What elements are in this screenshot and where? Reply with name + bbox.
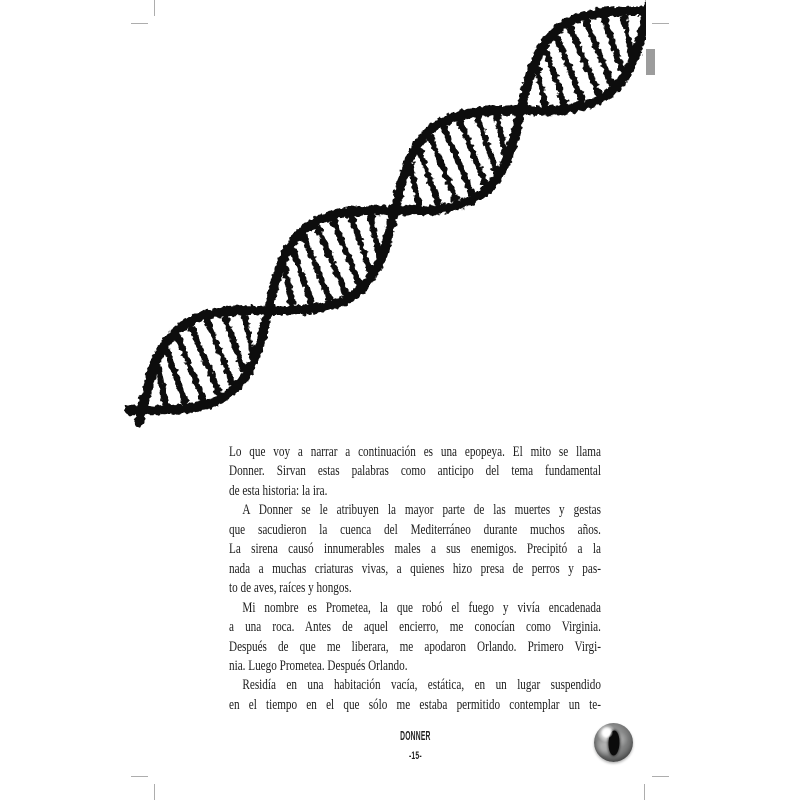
text-line: A Donner se le atribuyen la mayor parte de las muertes y gestas — [242, 502, 601, 519]
dna-rung-knob — [451, 194, 459, 202]
dna-rung-knob — [501, 148, 509, 156]
dna-rung-knob — [181, 397, 189, 405]
text-line: que sacudieron la cuenca del Mediterráneo durante muchos años. — [229, 521, 601, 538]
paragraph — [229, 501, 601, 598]
body-text — [229, 443, 601, 715]
dna-rung — [537, 69, 545, 103]
dna-rung-knob — [414, 198, 422, 206]
dna-rung-knob — [175, 335, 183, 343]
footer-book-title: DONNER — [399, 728, 431, 743]
text-line: en el tiempo en el que sólo me estaba permitido contemplar un te- — [229, 696, 601, 713]
dna-rung — [497, 119, 505, 153]
crop-mark-bottom-right-v — [644, 784, 645, 800]
footer-page-number: -15- — [408, 749, 422, 762]
text-line: Residía en una habitación vacía, estática, en un lugar suspendido — [242, 677, 601, 694]
dna-rung-knob — [198, 393, 206, 401]
dna-rung-knob — [433, 197, 441, 205]
dna-rung — [371, 218, 379, 252]
dna-rung — [624, 19, 632, 53]
dna-rung-knob — [480, 178, 488, 186]
text-line: Mi nombre es Prometea, la que robó el fuego y vivía encadenada — [242, 599, 601, 616]
dna-rung-knob — [493, 115, 501, 123]
text-line: a una roca. Antes de aquel encierro, me conocían como Virginia. — [229, 619, 601, 636]
dna-rung-knob — [354, 277, 362, 285]
dna-rung-knob — [288, 298, 296, 306]
dna-rung-knob — [248, 348, 256, 356]
dna-rung-knob — [228, 377, 236, 385]
dna-rung-knob — [533, 65, 541, 73]
dna-rung-knob — [280, 264, 288, 272]
dna-strand — [139, 0, 652, 422]
crop-mark-bottom-left-h — [131, 776, 148, 777]
dna-rung — [605, 20, 622, 69]
crop-mark-bottom-right-h — [652, 776, 669, 777]
text-line: de esta historia: la ira. — [229, 482, 328, 499]
text-line: Lo que voy a narrar a continuación es una epopeya. El mito se llama — [229, 444, 601, 460]
dna-rung-knob — [204, 319, 212, 327]
dna-rung-knob — [367, 214, 375, 222]
dna-rung-knob — [290, 248, 298, 256]
dna-rung — [547, 53, 564, 102]
text-line: to de aves, raíces y hongos. — [229, 580, 352, 597]
paragraph — [229, 599, 601, 677]
dna-rung-knob — [241, 314, 249, 322]
dna-rung-knob — [301, 235, 309, 243]
dna-rung-knob — [307, 297, 315, 305]
dna-rung-knob — [162, 398, 170, 406]
page-footer — [229, 727, 601, 764]
dna-rung-knob — [593, 88, 601, 96]
dna-rung-knob — [416, 148, 424, 156]
dna-rung-knob — [222, 315, 230, 323]
dna-rung — [245, 318, 253, 352]
eye-highlight — [601, 727, 613, 738]
dna-rung — [167, 352, 184, 401]
dna-rung-knob — [325, 294, 333, 302]
dna-rung-knob — [491, 165, 499, 173]
dna-rung-knob — [239, 364, 247, 372]
dna-rung-knob — [441, 126, 449, 134]
dna-rung — [284, 268, 292, 302]
dna-rung-knob — [163, 348, 171, 356]
paragraph — [229, 676, 601, 715]
dna-rung-knob — [627, 48, 635, 56]
crop-mark-bottom-left-v — [154, 784, 155, 800]
dna-rung-knob — [620, 15, 628, 23]
dna-rung-knob — [607, 78, 615, 86]
dna-rung — [420, 152, 437, 201]
dna-rung-knob — [314, 225, 322, 233]
dna-rung — [158, 368, 166, 402]
dna-rung-knob — [542, 49, 550, 57]
text-line: nia. Luego Prometea. Después Orlando. — [229, 657, 408, 674]
text-line: La sirena causó innumerables males a sus enemigos. Precipitó a la — [229, 541, 601, 558]
dna-rung-knob — [154, 364, 162, 372]
dna-clip-remnant — [646, 49, 655, 75]
dna-rung — [411, 169, 419, 203]
text-line: nada a muchas criaturas vivas, a quienes hizo presa de perros y pas- — [229, 560, 601, 577]
dna-rung-knob — [467, 187, 475, 195]
dna-rung-knob — [365, 264, 373, 272]
dna-rung-knob — [618, 65, 626, 73]
dna-rung — [294, 252, 311, 301]
dna-rung-knob — [560, 97, 568, 105]
dna-rung-knob — [340, 287, 348, 295]
dna-rung — [478, 120, 495, 169]
text-line: Después de que me liberara, me apodaron Orlando. Primero Virgi- — [229, 638, 601, 655]
dna-rung-knob — [214, 387, 222, 395]
dna-rung — [352, 220, 369, 269]
dna-rung-knob — [541, 99, 549, 107]
dna-rung — [226, 319, 243, 368]
dna-rung-knob — [474, 116, 482, 124]
dna-rung-knob — [407, 165, 415, 173]
dna-rung-knob — [601, 16, 609, 24]
dna-rung-knob — [583, 19, 591, 27]
paragraph — [229, 443, 601, 501]
dna-rung-knob — [374, 248, 382, 256]
dna-rung-knob — [567, 26, 575, 34]
dna-rung-knob — [457, 119, 465, 127]
dna-rung-knob — [577, 94, 585, 102]
dna-rung-knob — [348, 215, 356, 223]
dna-rung-knob — [188, 325, 196, 333]
dna-rung-knob — [330, 219, 338, 227]
text-line: Donner. Sirvan estas palabras como anticipo del tema fundamental — [229, 463, 601, 480]
cat-eye-sphere-icon — [594, 723, 633, 762]
dna-rung-knob — [554, 35, 562, 43]
dna-rung-knob — [427, 135, 435, 143]
